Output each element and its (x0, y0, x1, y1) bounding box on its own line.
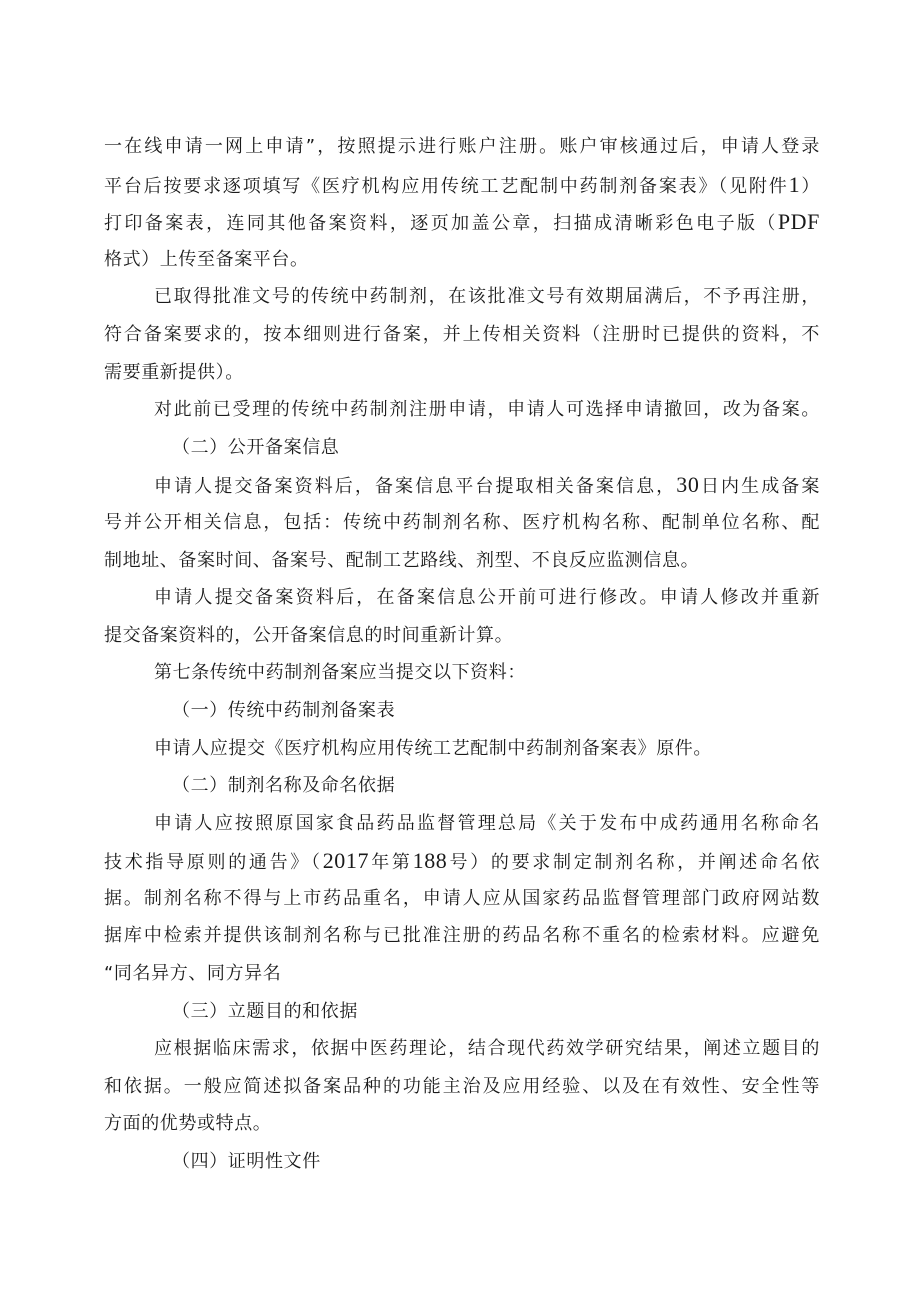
paragraph-approved-preparations (104, 278, 820, 391)
section-heading-public-info (104, 429, 820, 467)
text-line: 据。制剂名称不得与上市药品重名，申请人应从国家药品监督管理部门政府网站数 (104, 887, 820, 909)
paragraph-filing-form (104, 730, 820, 768)
text-line: 一在线申请一网上申请”，按照提示进行账户注册。账户审核通过后，申请人登录 (104, 136, 820, 157)
article-seven (104, 654, 820, 692)
section-heading-filing-form (104, 692, 820, 730)
text-line: 申请人应提交《医疗机构应用传统工艺配制中药制剂备案表》原件。 (154, 737, 712, 759)
text-line: 平台后按要求逐项填写《医疗机构应用传统工艺配制中药制剂备案表》（见附件1） (104, 171, 820, 197)
text-line: 符合备案要求的，按本细则进行备案，并上传相关资料（注册时已提供的资料，不 (104, 323, 820, 345)
section-heading-purpose (104, 993, 820, 1031)
text-line: 申请人提交备案资料后，备案信息平台提取相关备案信息，30日内生成备案 (154, 472, 820, 498)
text-line: 应根据临床需求，依据中医药理论，结合现代药效学研究结果，阐述立题目的 (154, 1038, 820, 1060)
text-line: 和依据。一般应简述拟备案品种的功能主治及应用经验、以及在有效性、安全性等 (104, 1075, 820, 1097)
text-line: “同名异方、同方异名 (104, 963, 282, 985)
section-heading: （一）传统中药制剂备案表 (172, 699, 396, 721)
text-line: 方面的优势或特点。 (104, 1113, 272, 1135)
section-heading: （三）立题目的和依据 (172, 1000, 358, 1022)
text-line: 需要重新提供）。 (104, 361, 244, 383)
paragraph-naming (104, 805, 820, 993)
text-line: 提交备案资料的，公开备案信息的时间重新计算。 (104, 624, 514, 646)
paragraph-modification (104, 579, 820, 654)
text-line: 申请人应按照原国家食品药品监督管理总局《关于发布中成药通用名称命名 (154, 812, 820, 834)
section-heading: （二）制剂名称及命名依据 (172, 775, 396, 797)
paragraph-withdraw (104, 391, 820, 429)
section-heading-naming (104, 767, 820, 805)
paragraph-purpose (104, 1030, 820, 1143)
text-line: 技术指导原则的通告》（2017年第188号）的要求制定制剂名称，并阐述命名依 (104, 848, 820, 874)
text-line: 已取得批准文号的传统中药制剂，在该批准文号有效期届满后，不予再注册， (154, 286, 820, 308)
section-heading-supporting-docs (104, 1143, 820, 1181)
text-line: 打印备案表，连同其他备案资料，逐页加盖公章，扫描成清晰彩色电子版（PDF (104, 209, 820, 235)
text-line: 据库中检索并提供该制剂名称与已批准注册的药品名称不重名的检索材料。应避免 (104, 925, 820, 947)
document-body (104, 128, 820, 1181)
section-heading: （二）公开备案信息 (172, 436, 340, 458)
text-line: 制地址、备案时间、备案号、配制工艺路线、剂型、不良反应监测信息。 (104, 549, 700, 571)
section-heading: （四）证明性文件 (172, 1151, 321, 1173)
article-heading: 第七条传统中药制剂备案应当提交以下资料： (154, 662, 526, 684)
paragraph-online-application (104, 128, 820, 278)
text-line: 格式）上传至备案平台。 (104, 248, 309, 270)
text-line: 申请人提交备案资料后，在备案信息公开前可进行修改。申请人修改并重新 (154, 587, 820, 609)
paragraph-public-info (104, 466, 820, 579)
text-line: 号并公开相关信息，包括：传统中药制剂名称、医疗机构名称、配制单位名称、配 (104, 511, 820, 533)
text-line: 对此前已受理的传统中药制剂注册申请，申请人可选择申请撤回，改为备案。 (154, 399, 820, 421)
